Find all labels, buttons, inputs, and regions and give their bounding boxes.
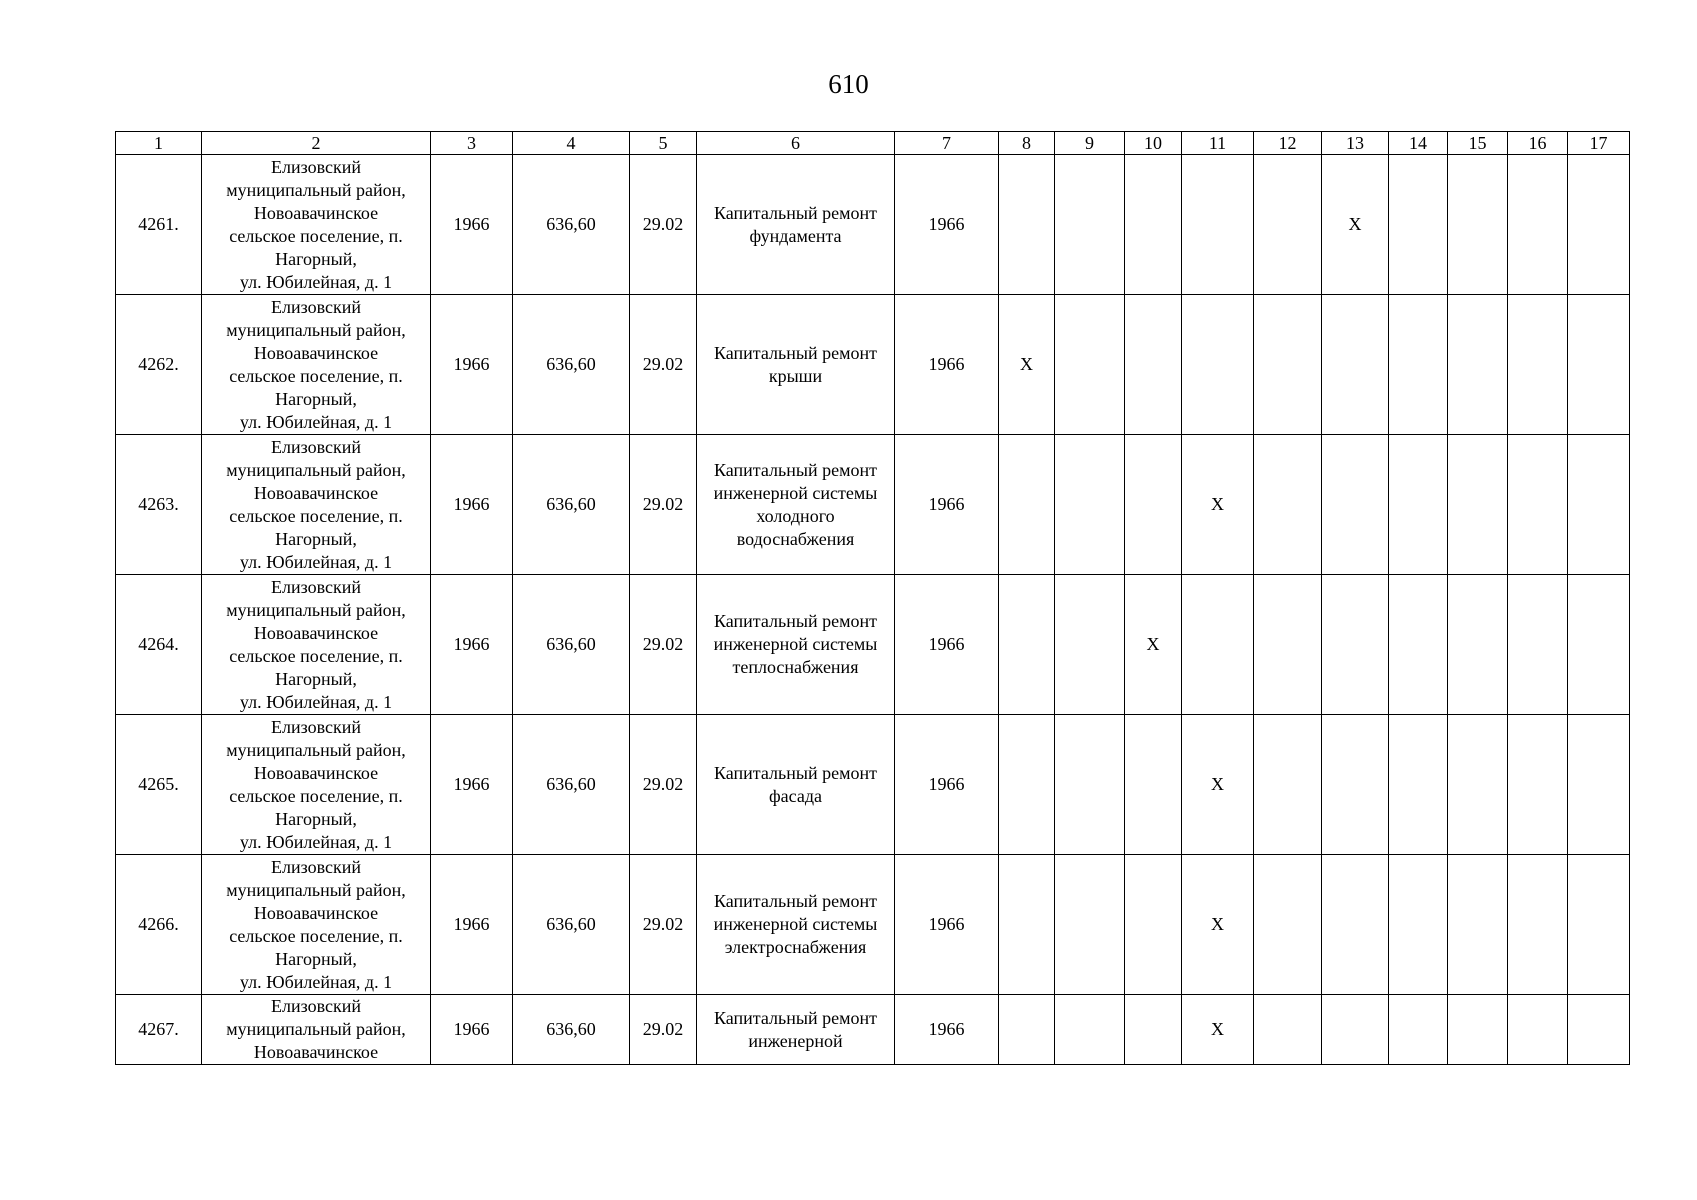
code-cell: 29.02 (630, 715, 697, 855)
column-header-9: 9 (1055, 132, 1125, 155)
area-cell: 636,60 (513, 575, 630, 715)
address-line: сельское поселение, п. (229, 645, 403, 666)
table-row (116, 295, 1630, 435)
address-line: муниципальный район, (226, 179, 406, 200)
mark-cell-col-8 (999, 435, 1055, 575)
code-cell: 29.02 (630, 575, 697, 715)
mark-cell-col-8 (999, 855, 1055, 995)
mark-cell-col-11: X (1182, 855, 1254, 995)
mark-cell-col-17 (1568, 155, 1630, 295)
mark-cell-col-17 (1568, 435, 1630, 575)
mark-cell-col-12 (1254, 155, 1322, 295)
mark-cell-col-14 (1389, 295, 1448, 435)
address-line: Новоавачинское (253, 342, 379, 363)
work-type-cell: Капитальный ремонт фасада (697, 715, 895, 855)
code-cell: 29.02 (630, 855, 697, 995)
mark-cell-col-11 (1182, 295, 1254, 435)
address-line: Новоавачинское (253, 902, 379, 923)
mark-cell-col-10 (1125, 715, 1182, 855)
address-line: Новоавачинское (253, 762, 379, 783)
year-cell: 1966 (431, 855, 513, 995)
address-line: муниципальный район, (226, 1019, 406, 1039)
mark-cell-col-11: X (1182, 435, 1254, 575)
column-header-12: 12 (1254, 132, 1322, 155)
address-cell (202, 575, 431, 715)
mark-cell-col-13 (1322, 575, 1389, 715)
page-number: 610 (828, 69, 869, 99)
column-header-14: 14 (1389, 132, 1448, 155)
mark-cell-col-11: X (1182, 995, 1254, 1065)
mark-cell-col-8 (999, 155, 1055, 295)
mark-cell-col-16 (1508, 575, 1568, 715)
mark-cell-col-9 (1055, 295, 1125, 435)
mark-cell-col-15 (1448, 855, 1508, 995)
table-row (116, 435, 1630, 575)
column-header-7: 7 (895, 132, 999, 155)
code-cell: 29.02 (630, 995, 697, 1065)
work-type-cell: Капитальный ремонт фундамента (697, 155, 895, 295)
mark-cell-col-8 (999, 995, 1055, 1065)
mark-cell-col-8: X (999, 295, 1055, 435)
mark-cell-col-12 (1254, 995, 1322, 1065)
year-cell: 1966 (431, 715, 513, 855)
column-header-17: 17 (1568, 132, 1630, 155)
address-line: Елизовский (270, 576, 361, 597)
row-number-cell: 4262. (116, 295, 202, 435)
code-cell: 29.02 (630, 155, 697, 295)
mark-cell-col-14 (1389, 715, 1448, 855)
area-cell: 636,60 (513, 155, 630, 295)
address-line: Нагорный, (275, 668, 357, 689)
column-number-row (116, 132, 1630, 155)
area-cell: 636,60 (513, 295, 630, 435)
mark-cell-col-15 (1448, 155, 1508, 295)
mark-cell-col-8 (999, 715, 1055, 855)
address-line: Нагорный, (275, 388, 357, 409)
address-line: сельское поселение, п. (229, 505, 403, 526)
mark-cell-col-12 (1254, 295, 1322, 435)
address-line: ул. Юбилейная, д. 1 (239, 831, 393, 852)
year-cell: 1966 (431, 295, 513, 435)
year-cell: 1966 (895, 855, 999, 995)
year-cell: 1966 (431, 995, 513, 1065)
mark-cell-col-12 (1254, 855, 1322, 995)
mark-cell-col-9 (1055, 435, 1125, 575)
mark-cell-col-15 (1448, 435, 1508, 575)
address-line: Елизовский (270, 296, 361, 317)
column-header-4: 4 (513, 132, 630, 155)
row-number-cell: 4265. (116, 715, 202, 855)
address-line: Елизовский (270, 436, 361, 457)
mark-cell-col-15 (1448, 995, 1508, 1065)
address-cell (202, 435, 431, 575)
mark-cell-col-14 (1389, 435, 1448, 575)
address-cell (202, 155, 431, 295)
mark-cell-col-9 (1055, 155, 1125, 295)
work-type-cell: Капитальный ремонт инженерной системы холодного водоснабжения (697, 435, 895, 575)
repair-schedule-table (115, 131, 1630, 1065)
mark-cell-col-10 (1125, 435, 1182, 575)
column-header-8: 8 (999, 132, 1055, 155)
table-row (116, 575, 1630, 715)
mark-cell-col-13 (1322, 995, 1389, 1065)
table-body (116, 155, 1630, 1065)
address-line: сельское поселение, п. (229, 225, 403, 246)
year-cell: 1966 (895, 435, 999, 575)
address-line: сельское поселение, п. (229, 785, 403, 806)
address-cell (202, 715, 431, 855)
table-row (116, 715, 1630, 855)
area-cell: 636,60 (513, 855, 630, 995)
mark-cell-col-14 (1389, 575, 1448, 715)
mark-cell-col-12 (1254, 435, 1322, 575)
mark-cell-col-11 (1182, 575, 1254, 715)
mark-cell-col-15 (1448, 295, 1508, 435)
row-number-cell: 4267. (116, 995, 202, 1065)
column-header-1: 1 (116, 132, 202, 155)
address-line: Новоавачинское (253, 202, 379, 223)
address-line: сельское поселение, п. (229, 925, 403, 946)
code-cell: 29.02 (630, 435, 697, 575)
area-cell: 636,60 (513, 995, 630, 1065)
mark-cell-col-10 (1125, 855, 1182, 995)
address-line: Елизовский (270, 856, 361, 877)
code-cell: 29.02 (630, 295, 697, 435)
address-cell (202, 295, 431, 435)
mark-cell-col-15 (1448, 575, 1508, 715)
year-cell: 1966 (431, 575, 513, 715)
mark-cell-col-11: X (1182, 715, 1254, 855)
address-line: ул. Юбилейная, д. 1 (239, 971, 393, 992)
address-line: Новоавачинское (253, 1042, 379, 1062)
address-line: Нагорный, (275, 528, 357, 549)
mark-cell-col-15 (1448, 715, 1508, 855)
column-header-5: 5 (630, 132, 697, 155)
row-number-cell: 4261. (116, 155, 202, 295)
mark-cell-col-13 (1322, 295, 1389, 435)
column-header-11: 11 (1182, 132, 1254, 155)
mark-cell-col-12 (1254, 715, 1322, 855)
column-header-2: 2 (202, 132, 431, 155)
address-line: Нагорный, (275, 808, 357, 829)
mark-cell-col-17 (1568, 855, 1630, 995)
mark-cell-col-14 (1389, 155, 1448, 295)
year-cell: 1966 (895, 715, 999, 855)
row-number-cell: 4264. (116, 575, 202, 715)
address-line: сельское поселение, п. (229, 365, 403, 386)
year-cell: 1966 (895, 575, 999, 715)
address-cell (202, 855, 431, 995)
column-header-10: 10 (1125, 132, 1182, 155)
mark-cell-col-9 (1055, 855, 1125, 995)
address-line: Елизовский (270, 996, 361, 1016)
mark-cell-col-16 (1508, 435, 1568, 575)
column-header-16: 16 (1508, 132, 1568, 155)
mark-cell-col-13 (1322, 855, 1389, 995)
address-line: муниципальный район, (226, 739, 406, 760)
mark-cell-col-16 (1508, 155, 1568, 295)
column-header-13: 13 (1322, 132, 1389, 155)
mark-cell-col-14 (1389, 995, 1448, 1065)
year-cell: 1966 (895, 295, 999, 435)
mark-cell-col-9 (1055, 715, 1125, 855)
mark-cell-col-10 (1125, 155, 1182, 295)
work-type-cell: Капитальный ремонт инженерной системы теплоснабжения (697, 575, 895, 715)
mark-cell-col-11 (1182, 155, 1254, 295)
area-cell: 636,60 (513, 715, 630, 855)
mark-cell-col-16 (1508, 855, 1568, 995)
mark-cell-col-10 (1125, 995, 1182, 1065)
year-cell: 1966 (431, 435, 513, 575)
address-line: Нагорный, (275, 948, 357, 969)
column-header-15: 15 (1448, 132, 1508, 155)
work-type-cell: Капитальный ремонт инженерной (697, 995, 895, 1065)
year-cell: 1966 (431, 155, 513, 295)
mark-cell-col-13 (1322, 435, 1389, 575)
mark-cell-col-10: X (1125, 575, 1182, 715)
row-number-cell: 4266. (116, 855, 202, 995)
year-cell: 1966 (895, 995, 999, 1065)
address-line: ул. Юбилейная, д. 1 (239, 551, 393, 572)
address-line: ул. Юбилейная, д. 1 (239, 271, 393, 292)
mark-cell-col-9 (1055, 995, 1125, 1065)
column-header-3: 3 (431, 132, 513, 155)
address-line: муниципальный район, (226, 459, 406, 480)
column-header-6: 6 (697, 132, 895, 155)
mark-cell-col-17 (1568, 575, 1630, 715)
address-line: Елизовский (270, 156, 361, 177)
mark-cell-col-16 (1508, 995, 1568, 1065)
address-line: Нагорный, (275, 248, 357, 269)
address-line: муниципальный район, (226, 319, 406, 340)
mark-cell-col-13: X (1322, 155, 1389, 295)
address-line: муниципальный район, (226, 879, 406, 900)
mark-cell-col-16 (1508, 295, 1568, 435)
mark-cell-col-17 (1568, 715, 1630, 855)
mark-cell-col-13 (1322, 715, 1389, 855)
mark-cell-col-17 (1568, 295, 1630, 435)
table-row (116, 155, 1630, 295)
work-type-cell: Капитальный ремонт крыши (697, 295, 895, 435)
mark-cell-col-10 (1125, 295, 1182, 435)
address-line: муниципальный район, (226, 599, 406, 620)
mark-cell-col-17 (1568, 995, 1630, 1065)
address-cell (202, 995, 431, 1065)
address-line: ул. Юбилейная, д. 1 (239, 691, 393, 712)
address-line: ул. Юбилейная, д. 1 (239, 411, 393, 432)
table-row (116, 995, 1630, 1065)
address-line: Новоавачинское (253, 482, 379, 503)
year-cell: 1966 (895, 155, 999, 295)
mark-cell-col-16 (1508, 715, 1568, 855)
work-type-cell: Капитальный ремонт инженерной системы электроснабжения (697, 855, 895, 995)
mark-cell-col-14 (1389, 855, 1448, 995)
table-row (116, 855, 1630, 995)
row-number-cell: 4263. (116, 435, 202, 575)
mark-cell-col-12 (1254, 575, 1322, 715)
mark-cell-col-9 (1055, 575, 1125, 715)
area-cell: 636,60 (513, 435, 630, 575)
address-line: Новоавачинское (253, 622, 379, 643)
address-line: Елизовский (270, 716, 361, 737)
mark-cell-col-8 (999, 575, 1055, 715)
